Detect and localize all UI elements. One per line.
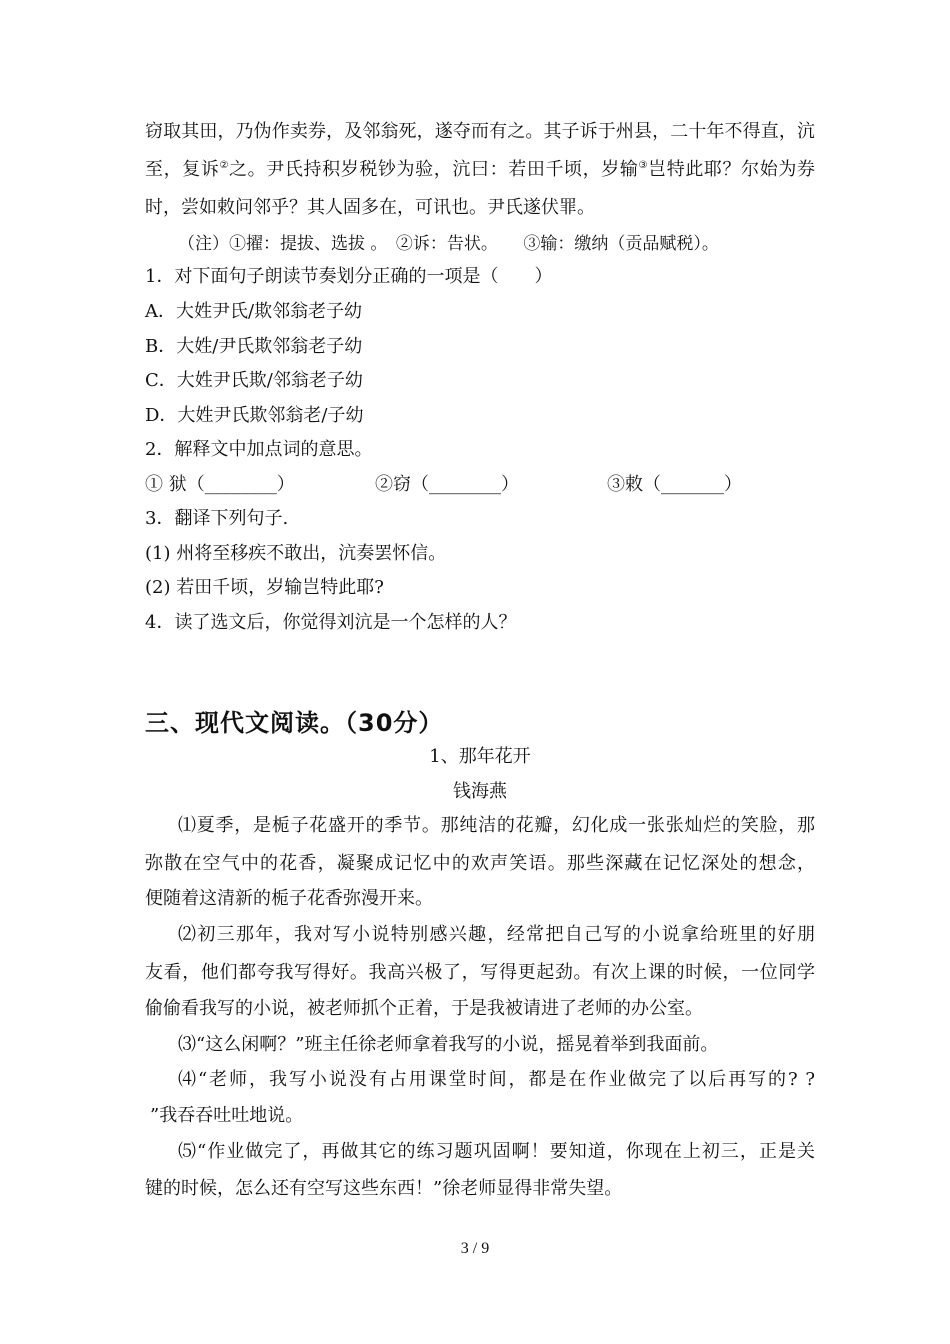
question-1: 1．对下面句子朗读节奏划分正确的一项是（ ） xyxy=(145,266,553,287)
question-2-blank-1: ① 狱（________） xyxy=(145,474,295,495)
paragraph-1-line-3: 便随着这清新的栀子花香弥漫开来。 xyxy=(145,888,433,909)
question-3-sentence-1: (1) 州将至移疾不敢出，沆奏罢怀信。 xyxy=(145,543,447,564)
passage-line-3: 时，尝如敕问邻乎？其人固多在，可讯也。尹氏遂伏罪。 xyxy=(145,197,595,218)
paragraph-4-line-1: ⑷“老师，我写小说没有占用课堂时间，都是在作业做完了以后再写的? ? xyxy=(178,1069,815,1090)
passage-line-2-part-b: 之。尹氏持积岁税钞为验，沆曰：若田千顷，岁输 xyxy=(229,159,639,180)
article-title: 1、那年花开 xyxy=(429,746,531,767)
question-4: 4．读了选文后，你觉得刘沆是一个怎样的人？ xyxy=(145,612,517,633)
question-2-blank-3: ③敕（_______） xyxy=(607,474,742,495)
question-1-option-b: B．大姓/尹氏欺邻翁老子幼 xyxy=(145,336,363,357)
paragraph-5-line-2: 键的时候，怎么还有空写这些东西！”徐老师显得非常失望。 xyxy=(145,1178,623,1199)
section-3-heading: 三、现代文阅读。（30分） xyxy=(145,709,444,737)
passage-line-2-part-a: 至，复诉 xyxy=(145,159,220,180)
paragraph-4-line-2: ”我吞吞吐吐地说。 xyxy=(150,1105,304,1126)
question-3: 3．翻译下列句子. xyxy=(145,508,289,529)
question-2: 2．解释文中加点词的意思。 xyxy=(145,439,373,460)
paragraph-5-line-1: ⑸“作业做完了，再做其它的练习题巩固啊！要知道，你现在上初三，正是关 xyxy=(178,1141,815,1162)
question-1-option-c: C．大姓尹氏欺/邻翁老子幼 xyxy=(145,370,363,391)
passage-line-1: 窃取其田，乃伪作卖券，及邻翁死，遂夺而有之。其子诉于州县，二十年不得直，沆 xyxy=(145,121,815,142)
question-2-blank-2: ②窃（________） xyxy=(375,474,519,495)
paragraph-1-line-2: 弥散在空气中的花香，凝聚成记忆中的欢声笑语。那些深藏在记忆深处的想念， xyxy=(145,853,815,874)
passage-notes: （注）①擢：提拔、选拔 。 ②诉：告状。 ③输：缴纳（贡品赋税）。 xyxy=(178,234,719,254)
question-1-option-a: A．大姓尹氏/欺邻翁老子幼 xyxy=(145,301,363,322)
passage-line-2 xyxy=(145,158,815,182)
paragraph-2-line-1: ⑵初三那年，我对写小说特别感兴趣，经常把自己写的小说拿给班里的好朋 xyxy=(178,924,815,945)
question-3-sentence-2: (2) 若田千顷，岁输岂特此耶? xyxy=(145,577,384,598)
footnote-marker-3: ③ xyxy=(638,160,649,171)
page-number: 3 / 9 xyxy=(460,1240,490,1257)
footnote-marker-2: ② xyxy=(219,160,230,171)
paragraph-3: ⑶“这么闲啊？”班主任徐老师拿着我写的小说，摇晃着举到我面前。 xyxy=(178,1034,719,1055)
paragraph-2-line-3: 偷偷看我写的小说，被老师抓个正着，于是我被请进了老师的办公室。 xyxy=(145,998,703,1019)
passage-line-2-part-c: 岂特此耶？尔始为券 xyxy=(648,159,815,180)
paragraph-1-line-1: ⑴夏季，是栀子花盛开的季节。那纯洁的花瓣，幻化成一张张灿烂的笑脸，那 xyxy=(178,815,815,836)
article-author: 钱海燕 xyxy=(453,781,507,802)
question-1-option-d: D．大姓尹氏欺邻翁老/子幼 xyxy=(145,405,364,426)
paragraph-2-line-2: 友看，他们都夸我写得好。我高兴极了，写得更起劲。有次上课的时候，一位同学 xyxy=(145,962,815,983)
